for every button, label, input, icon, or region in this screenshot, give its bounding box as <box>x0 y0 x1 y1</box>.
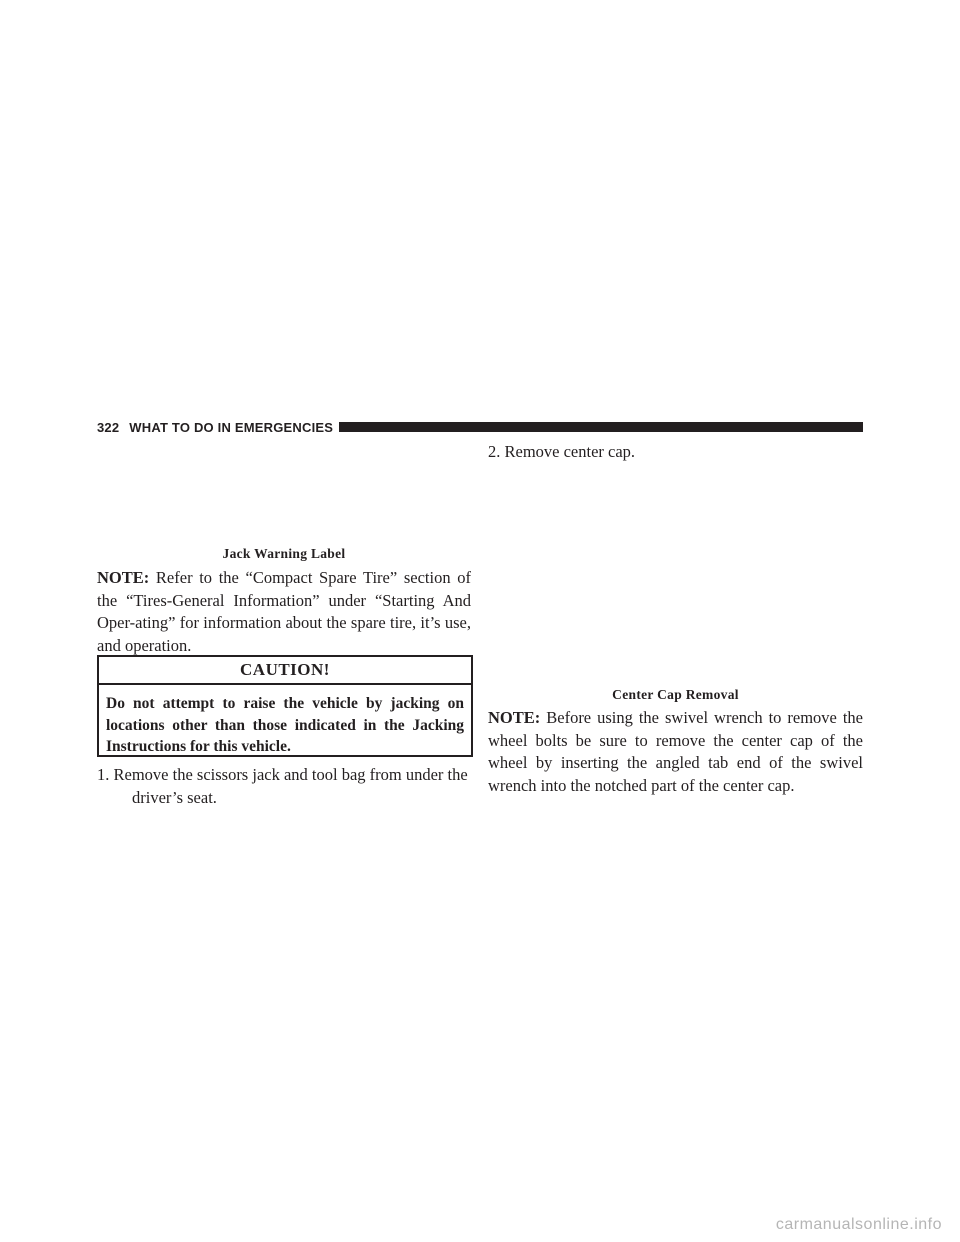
watermark: carmanualsonline.info <box>775 1216 942 1233</box>
note-center-cap <box>488 707 863 797</box>
figure-caption-jack-warning-label: Jack Warning Label <box>222 546 346 561</box>
step-text-line2: driver’s seat. <box>132 787 217 807</box>
note-text: Before using the swivel wrench to remove the wheel bolts be sure to remove the center cap of the wheel by inserting the angled tab end of the swivel wrench into the notched part of the center cap. <box>488 708 863 795</box>
step-number: 1. <box>97 765 110 784</box>
note-spare-tire <box>97 567 471 657</box>
figure-caption-center-cap-removal: Center Cap Removal <box>612 687 739 702</box>
step-2: 2. Remove center cap. <box>488 442 636 461</box>
section-title: WHAT TO DO IN EMERGENCIES <box>129 419 334 435</box>
step-1 <box>97 764 471 809</box>
note-label: NOTE: <box>97 568 150 587</box>
page-number: 322 <box>97 419 120 435</box>
caution-title: CAUTION! <box>99 657 471 685</box>
page-header <box>97 418 863 436</box>
header-rule <box>339 422 863 432</box>
note-label: NOTE: <box>488 708 541 727</box>
caution-body: Do not attempt to raise the vehicle by jacking on locations other than those indicated in the Jacking Instructions for this vehicle. <box>106 695 464 755</box>
step-text-line1: Remove the scissors jack and tool bag from under the <box>109 765 468 784</box>
caution-box <box>97 655 473 757</box>
note-text: Refer to the “Compact Spare Tire” section of the “Tires-General Information” under “Starting And Oper-ating” for information about the spare tire, it’s use, and operation. <box>97 568 471 655</box>
